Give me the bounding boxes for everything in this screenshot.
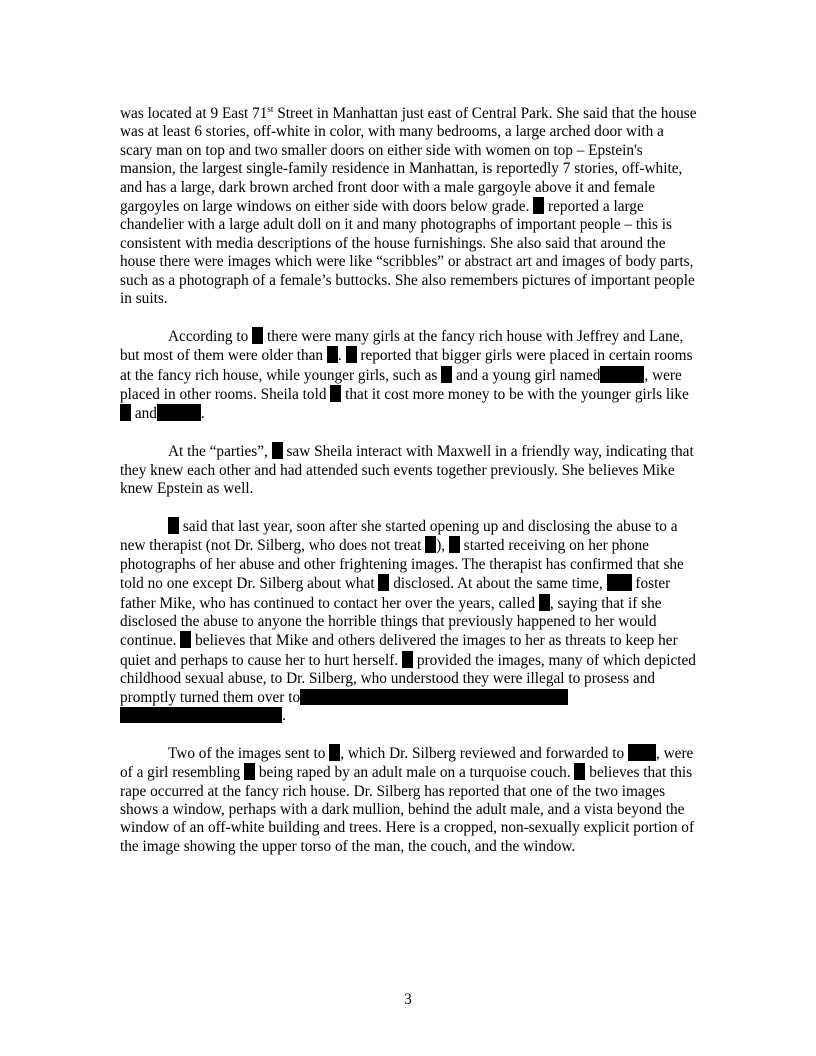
paragraph-1 — [120, 105, 697, 308]
redaction-bar — [252, 327, 263, 344]
redaction-bar — [449, 536, 460, 553]
redaction-bar — [244, 763, 255, 780]
text-run: , were of a girl resembling — [120, 744, 694, 782]
text-run: reported a large chandelier with a large adult doll on it and many photographs of important people – this is consistent with media descriptions of the house furnishings. She also said that around the house there were images which were like “scribbles” or abstract art and images of body parts, such as a photograph of a female’s buttocks. She also remembers pictures of important people in suits. — [120, 198, 695, 308]
redaction-bar — [539, 594, 550, 611]
paragraph-3 — [120, 442, 697, 498]
text-run: . — [337, 347, 346, 365]
text-run: . — [200, 405, 205, 423]
text-run: , saying that if she disclosed the abuse to anyone the horrible things that previously happened to her would continue. — [120, 594, 662, 650]
redaction-bar — [574, 763, 585, 780]
redaction-bar — [157, 404, 201, 421]
text-run: disclosed. At about the same time, — [389, 575, 607, 593]
redaction-bar — [330, 385, 341, 402]
text-run: provided the images, many of which depicted childhood sexual abuse, to Dr. Silberg, who understood they were illegal to prosess and promptly turned them over to — [120, 651, 696, 706]
text-run: and — [131, 405, 157, 423]
text-run: believes that this rape occurred at the fancy rich house. Dr. Silberg has reported that one of the two images shows a window, perhaps with a dark mullion, behind the adult male, and a vista beyond the window of an off-white building and trees. Here is a cropped, non-sexually explicit portion of the image showing the upper torso of the man, the couch, and the window. — [120, 764, 695, 855]
redaction-bar — [628, 744, 656, 761]
redaction-bar — [378, 574, 389, 591]
text-run: foster father Mike, who has continued to contact her over the years, called — [120, 575, 671, 612]
superscript: st — [267, 103, 274, 114]
text-run: According to — [168, 327, 253, 345]
paragraph-2 — [120, 327, 697, 424]
text-run: was located at 9 East 71 — [120, 105, 268, 122]
redaction-bar — [329, 744, 340, 761]
text-run: and a young girl named — [452, 366, 601, 384]
redaction-bar — [402, 651, 413, 668]
redaction-bar — [533, 197, 544, 214]
text-run: saw Sheila interact with Maxwell in a friendly way, indicating that they knew each other and had attended such events together previously. She believes Mike knew Epstein as well. — [120, 443, 694, 498]
redaction-bar — [120, 707, 282, 723]
text-run: At the “parties”, — [168, 443, 272, 461]
page-number: 3 — [404, 991, 412, 1008]
redaction-bar — [327, 346, 338, 363]
text-run: ), — [436, 537, 449, 555]
redaction-bar — [607, 574, 632, 591]
text-run: Street in Manhattan just east of Central Park. She said that the house was at least 6 stories, off-white in color, with many bedrooms, a large arched door with a scary man on top and two smaller doors on either side with women on top – Epstein's mansion, the largest single-family residence in Manhattan, is reportedly 7 stories, off-white, and has a large, dark brown arched front door with a male gargoyle above it and female gargoyles on large windows on either side with doors below grade. — [120, 105, 697, 216]
redaction-bar — [425, 536, 436, 553]
text-run: said that last year, soon after she started opening up and disclosing the abuse to a new therapist (not Dr. Silberg, who does not treat — [120, 517, 678, 555]
redaction-bar — [180, 631, 191, 648]
redaction-bar — [120, 404, 131, 421]
redaction-bar — [272, 442, 283, 459]
text-run: started receiving on her phone photographs of her abuse and other frightening images. The therapist has confirmed that she told no one except Dr. Silberg about what — [120, 537, 684, 593]
text-run: that it cost more money to be with the younger girls like — [341, 386, 689, 404]
paragraph-5 — [120, 744, 697, 856]
text-run: , which Dr. Silberg reviewed and forwarded to — [340, 744, 628, 762]
text-run: being raped by an adult male on a turquoise couch. — [255, 764, 575, 782]
text-run: Two of the images sent to — [168, 744, 330, 762]
text-run: , were placed in other rooms. Sheila told — [120, 366, 682, 404]
redaction-bar — [600, 366, 644, 383]
redaction-bar — [441, 366, 452, 383]
redaction-bar — [300, 689, 568, 705]
text-run: reported that bigger girls were placed in certain rooms at the fancy rich house, while younger girls, such as — [120, 347, 693, 384]
redaction-bar — [346, 346, 357, 363]
redaction-bar — [168, 517, 179, 534]
text-run: believes that Mike and others delivered the images to her as threats to keep her quiet and perhaps to cause her to hurt herself. — [120, 632, 678, 669]
text-run: . — [282, 706, 286, 724]
paragraph-4 — [120, 517, 697, 725]
document-page — [120, 105, 697, 875]
text-run: there were many girls at the fancy rich house with Jeffrey and Lane, but most of them were older than — [120, 327, 684, 365]
